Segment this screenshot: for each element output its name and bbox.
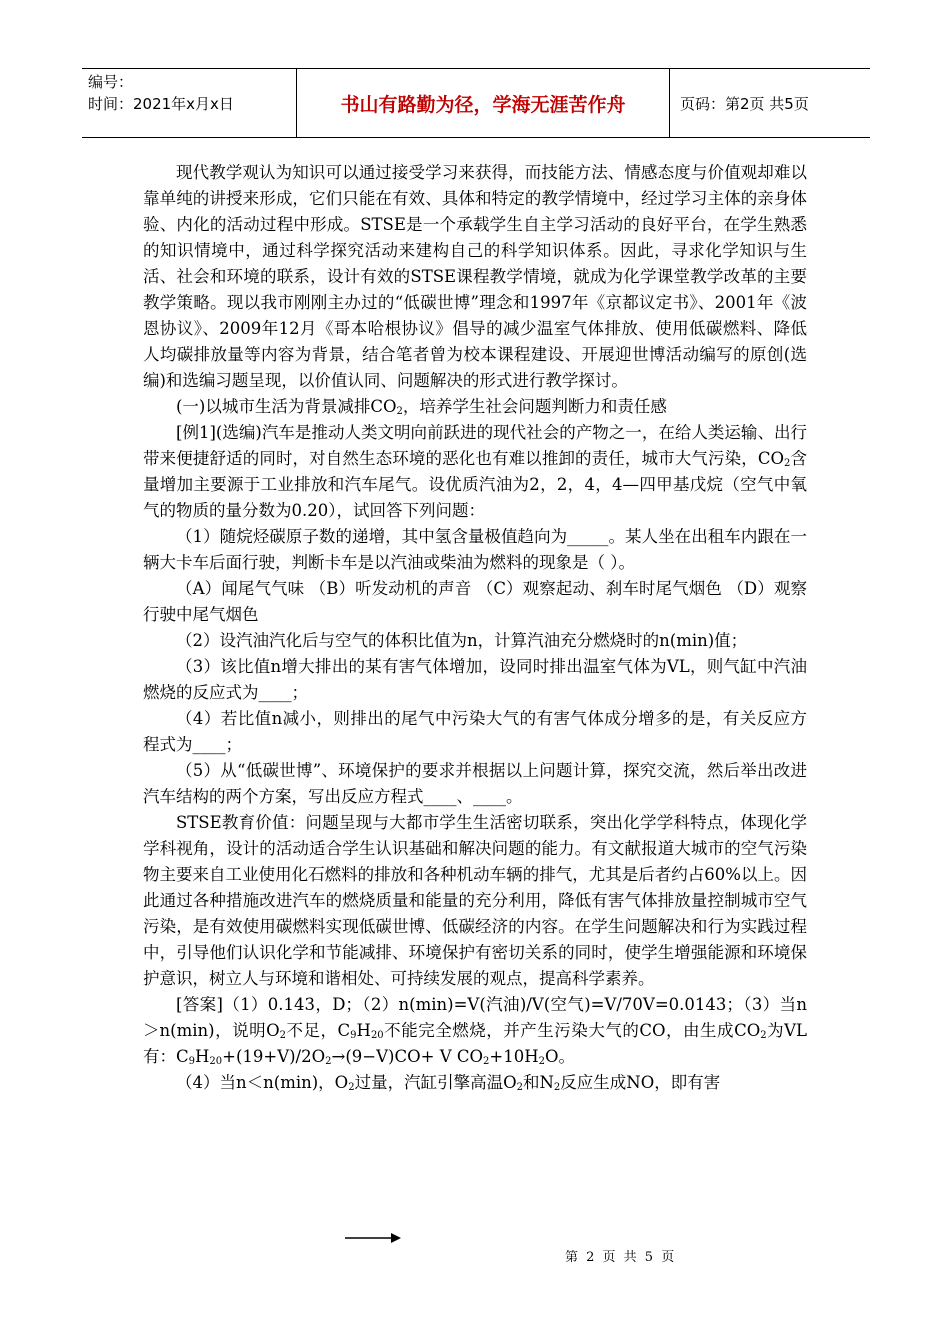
question-2: （2）设汽油汽化后与空气的体积比值为n，计算汽油充分燃烧时的n(min)值；: [176, 631, 748, 650]
section-heading: (一)以城市生活为背景减排$CO_2$，培养学生社会问题判断力和责任感: [176, 397, 667, 417]
question-1-options: （A）闻尾气气味 （B）听发动机的声音 （C）观察起动、刹车时尾气烟色 （D）观察行驶中尾气烟色: [143, 579, 807, 624]
answer-continued: （4）当n＜n(min)，$O_2$过量，汽缸引擎高温$O_2$和$N_2$反应生成NO，即有害: [176, 1073, 721, 1093]
footer-page-number: 第 2 页 共 5 页: [565, 1250, 677, 1265]
question-1: （1）随烷烃碳原子数的递增，其中氢含量极值趋向为_____。某人坐在出租车内跟在一辆大卡车后面行驶，判断卡车是以汽油或柴油为燃料的现象是（ ）。: [143, 527, 807, 572]
stse-value-paragraph: STSE教育价值：问题呈现与大都市学生生活密切联系，突出化学学科特点，体现化学学科视角，设计的活动适合学生认识基础和解决问题的能力。有文献报道大城市的空气污染物主要来自工业使用化石燃料的排放和各种机动车辆的排气，尤其是后者约占60%以上。因此通过各种措施改进汽车的燃烧质量和能量的充分利用，降低有害气体排放量控制城市空气污染，是有效使用碳燃料实现低碳世博、低碳经济的内容。在学生问题解决和行为实践过程中，引导他们认识化学和节能减排、环境保护有密切关系的同时，使学生增强能源和环境保护意识，树立人与环境和谐相处、可持续发展的观点，提高科学素养。: [143, 813, 807, 988]
header-meta: [82, 69, 297, 137]
header-page-info: 页码：第2页 共5页: [680, 94, 809, 113]
example-1-stem: [例1](选编)汽车是推动人类文明向前跃进的现代社会的产物之一，在给人类运输、出行带来便捷舒适的同时，对自然生态环境的恶化也有难以推卸的责任，城市大气污染，$CO_2$含量增加主要源于工业排放和汽车尾气。设优质汽油为2，2，4，4—四甲基戊烷（空气中氧气的物质的量分数为0.20），试回答下列问题：: [143, 423, 808, 520]
doc-number-label: 编号：: [88, 73, 134, 91]
intro-paragraph: 现代教学观认为知识可以通过接受学习来获得，而技能方法、情感态度与价值观却难以靠单纯的讲授来形成，它们只能在有效、具体和特定的教学情境中，经过学习主体的亲身体验、内化的活动过程中形成。STSE是一个承载学生自主学习活动的良好平台，在学生熟悉的知识情境中，通过科学探究活动来建构自己的科学知识体系。因此，寻求化学知识与生活、社会和环境的联系，设计有效的STSE课程教学情境，就成为化学课堂教学改革的主要教学策略。现以我市刚刚主办过的“低碳世博”理念和1997年《京都议定书》、2001年《波恩协议》、2009年12月《哥本哈根协议》倡导的减少温室气体排放、使用低碳燃料、降低人均碳排放量等内容为背景，结合笔者曾为校本课程建设、开展迎世博活动编写的原创(选编)和选编习题呈现，以价值认同、问题解决的形式进行教学探讨。: [143, 163, 807, 390]
header-motto: 书山有路勤为径，学海无涯苦作舟: [297, 69, 670, 137]
question-4: （4）若比值n减小，则排出的尾气中污染大气的有害气体成分增多的是，有关反应方程式为____；: [143, 709, 807, 754]
answer-paragraph: [答案]（1）0.143，D；（2）n(min)=V(汽油)/V(空气)=V/70V=0.0143；（3）当n＞n(min)，说明$O_2$不足，$C_9H_{20}$不能完全燃烧，并产生污染大气的CO，由生成$CO_2$为VL有：$C_9H_{20}+(19+V)/2O_2\to(9-V)CO+ V$ $CO_2+10H_2O$。: [143, 995, 808, 1067]
question-3: （3）该比值n增大排出的某有害气体增加，设同时排出温室气体为VL，则气缸中汽油燃烧的反应式为____；: [143, 657, 807, 702]
page-header: [82, 68, 870, 138]
arrow-right-icon: [345, 1232, 401, 1244]
doc-date-label: 时间：2021年x月x日: [88, 95, 234, 113]
document-body: [143, 160, 807, 1096]
question-5: （5）从“低碳世博”、环境保护的要求并根据以上问题计算，探究交流，然后举出改进汽车结构的两个方案，写出反应方程式____、____。: [143, 761, 807, 806]
